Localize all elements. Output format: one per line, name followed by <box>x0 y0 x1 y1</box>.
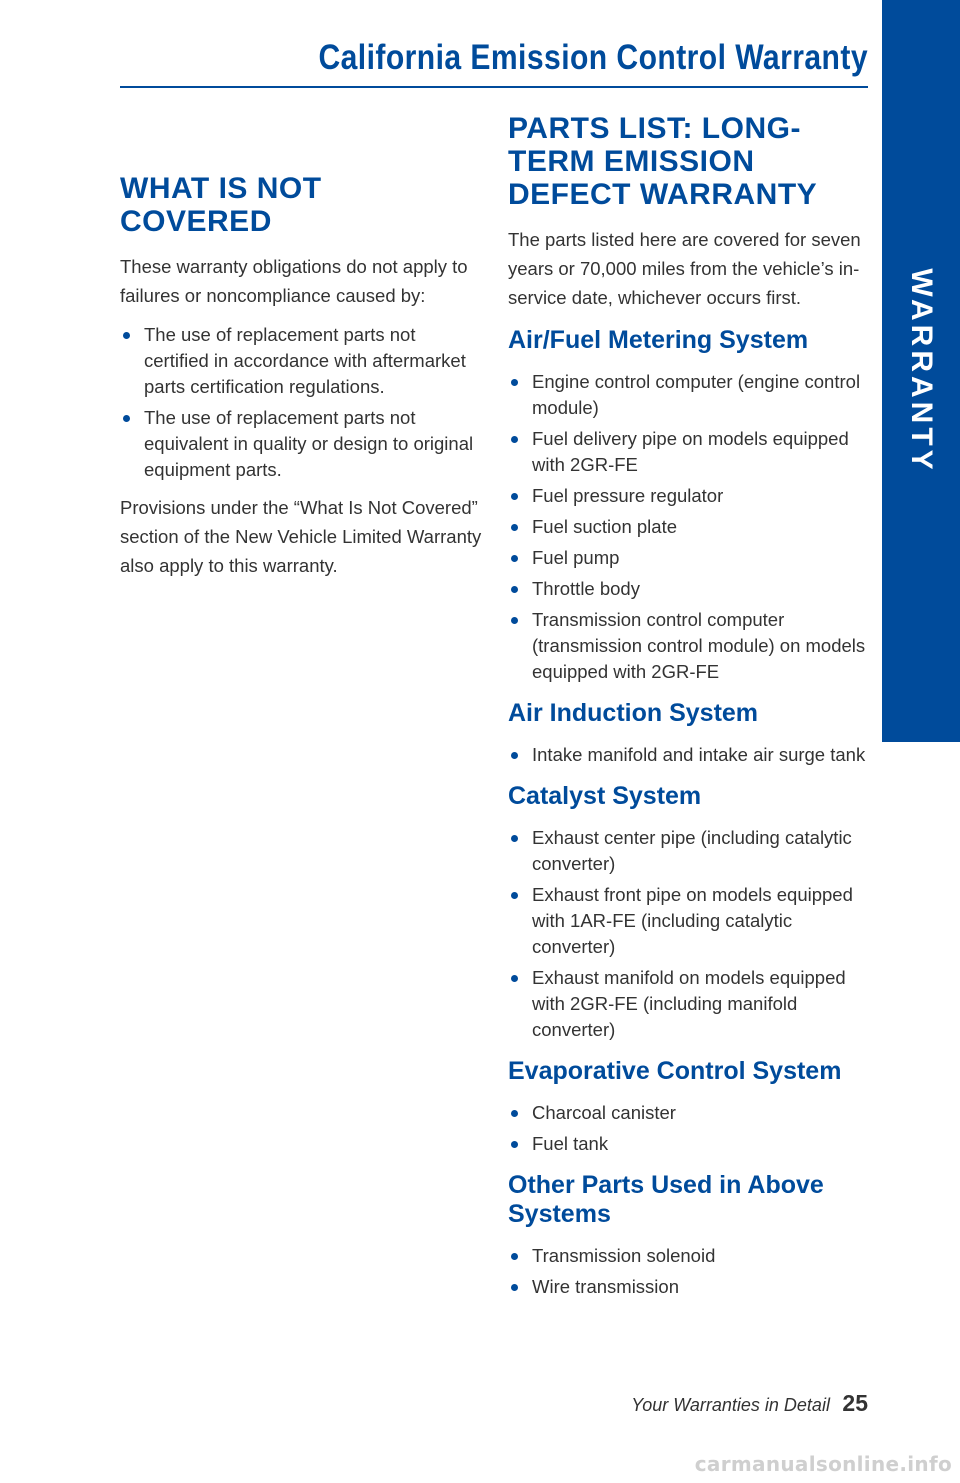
bullet-icon <box>511 493 518 500</box>
list-item <box>508 882 870 960</box>
list-item <box>508 1100 870 1126</box>
page-number: 25 <box>842 1390 868 1416</box>
list-item-text: Transmission solenoid <box>532 1245 716 1266</box>
list-item <box>120 405 482 483</box>
section-title: Catalyst System <box>508 782 702 810</box>
list-item-text: Fuel pump <box>532 547 620 568</box>
section-list <box>508 369 870 685</box>
watermark: carmanualsonline.info <box>694 1452 952 1476</box>
bullet-icon <box>511 524 518 531</box>
bullet-icon <box>511 1253 518 1260</box>
list-item <box>508 742 870 768</box>
list-item-text: Wire transmission <box>532 1276 679 1297</box>
list-item <box>508 607 870 685</box>
section-side-tab-label: WARRANTY <box>905 268 938 474</box>
list-item-text: Charcoal canister <box>532 1102 676 1123</box>
list-item-text: Engine control computer (engine control module) <box>532 371 861 418</box>
section-list <box>508 742 870 768</box>
section-title: Evaporative Control System <box>508 1057 842 1085</box>
section-title: Other Parts Used in Above Systems <box>508 1171 824 1228</box>
list-item <box>508 965 870 1043</box>
list-item-text: Fuel pressure regulator <box>532 485 724 506</box>
list-item <box>508 576 870 602</box>
not-covered-intro: These warranty obligations do not apply to failures or noncompliance caused by: <box>120 256 468 306</box>
bullet-icon <box>511 617 518 624</box>
bullet-icon <box>511 1141 518 1148</box>
list-item-text: Exhaust manifold on models equipped with 2GR-FE (including manifold converter) <box>532 967 846 1040</box>
list-item-text: Throttle body <box>532 578 640 599</box>
list-item <box>120 322 482 400</box>
list-item <box>508 1131 870 1157</box>
list-item <box>508 1274 870 1300</box>
bullet-icon <box>511 1110 518 1117</box>
page-footer <box>631 1390 868 1417</box>
parts-list-heading: PARTS LIST: LONG-TERM EMISSION DEFECT WARRANTY <box>508 112 818 211</box>
not-covered-heading: WHAT IS NOT COVERED <box>120 172 322 238</box>
list-item-text: The use of replacement parts not equivalent in quality or design to original equipment parts. <box>144 407 474 480</box>
bullet-icon <box>511 835 518 842</box>
list-item-text: Fuel suction plate <box>532 516 678 537</box>
list-item-text: Fuel tank <box>532 1133 609 1154</box>
list-item <box>508 483 870 509</box>
list-item <box>508 514 870 540</box>
list-item <box>508 369 870 421</box>
list-item-text: Transmission control computer (transmission control module) on models equipped with 2GR-FE <box>532 609 866 682</box>
list-item-text: Exhaust front pipe on models equipped with 1AR-FE (including catalytic converter) <box>532 884 853 957</box>
bullet-icon <box>511 586 518 593</box>
list-item <box>508 1243 870 1269</box>
bullet-icon <box>511 436 518 443</box>
parts-list-intro: The parts listed here are covered for seven years or 70,000 miles from the vehicle’s in-service date, whichever occurs first. <box>508 229 861 308</box>
section-title: Air Induction System <box>508 699 759 727</box>
section-list <box>508 1243 870 1300</box>
page-title: California Emission Control Warranty <box>318 38 868 77</box>
right-column <box>508 112 870 1305</box>
list-item <box>508 825 870 877</box>
footer-section-name: Your Warranties in Detail <box>631 1395 830 1415</box>
bullet-icon <box>511 975 518 982</box>
bullet-icon <box>123 332 130 339</box>
list-item <box>508 545 870 571</box>
list-item-text: Exhaust center pipe (including catalytic converter) <box>532 827 852 874</box>
section-title: Air/Fuel Metering System <box>508 326 809 354</box>
section-list <box>508 1100 870 1157</box>
left-column <box>120 172 482 580</box>
bullet-icon <box>511 1284 518 1291</box>
list-item-text: Fuel delivery pipe on models equipped with 2GR-FE <box>532 428 849 475</box>
bullet-icon <box>511 555 518 562</box>
list-item <box>508 426 870 478</box>
bullet-icon <box>123 415 130 422</box>
not-covered-list <box>120 322 482 483</box>
list-item-text: Intake manifold and intake air surge tank <box>532 744 866 765</box>
bullet-icon <box>511 379 518 386</box>
title-divider <box>120 86 868 88</box>
bullet-icon <box>511 892 518 899</box>
list-item-text: The use of replacement parts not certified in accordance with aftermarket parts certification regulations. <box>144 324 466 397</box>
not-covered-closing: Provisions under the “What Is Not Covered” section of the New Vehicle Limited Warranty also apply to this warranty. <box>120 497 482 576</box>
bullet-icon <box>511 752 518 759</box>
section-list <box>508 825 870 1043</box>
